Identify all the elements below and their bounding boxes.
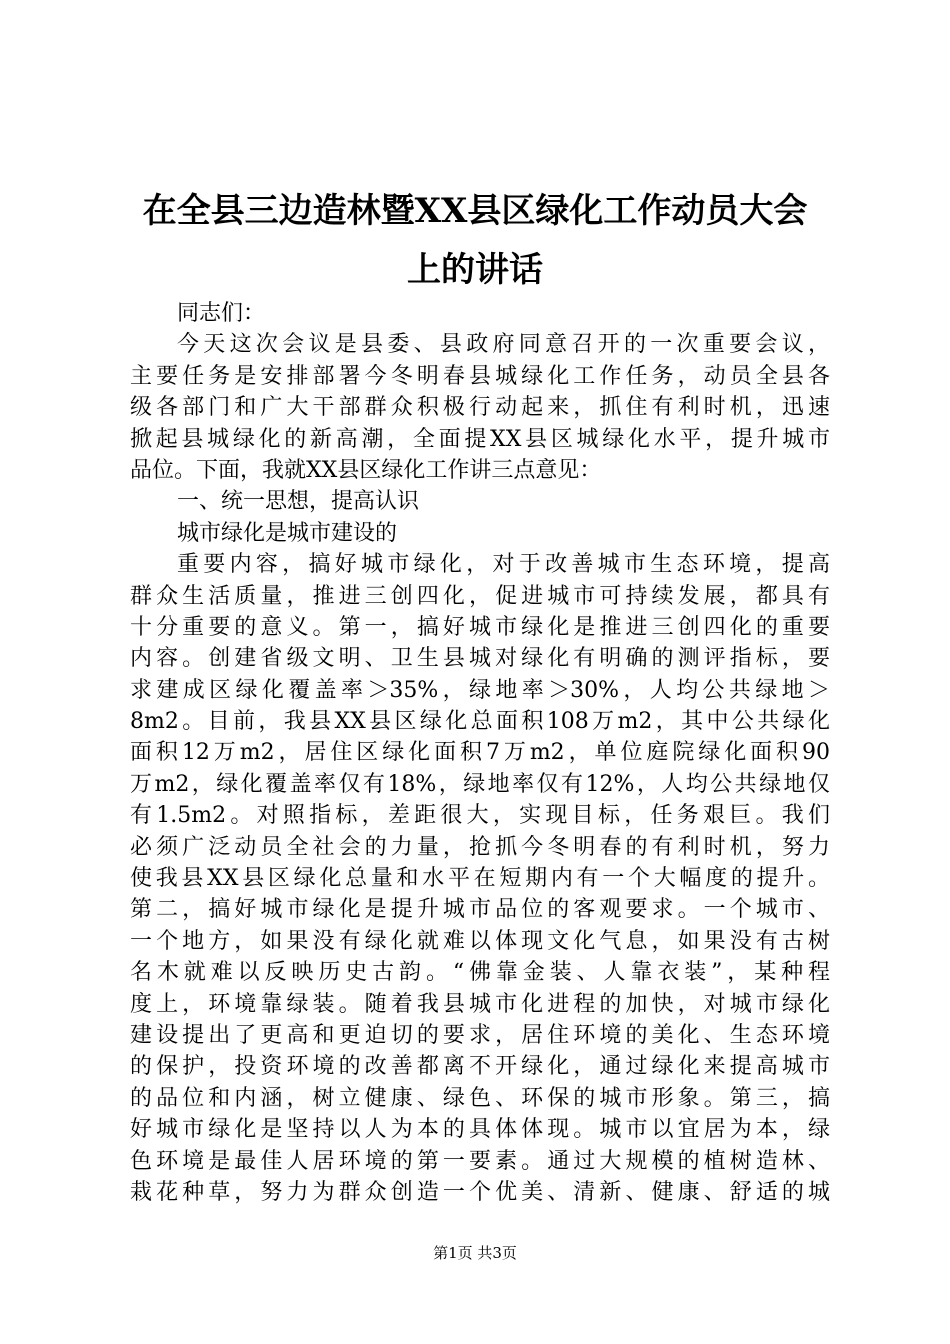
- body-line: 求建成区绿化覆盖率＞35%，绿地率＞30%，人均公共绿地＞: [130, 677, 830, 703]
- body-line: 必须广泛动员全社会的力量，抢抓今冬明春的有利时机，努力: [130, 834, 830, 860]
- body-line: 第二，搞好城市绿化是提升城市品位的客观要求。一个城市、: [130, 897, 830, 923]
- body-line: 好城市绿化是坚持以人为本的具体体现。城市以宜居为本，绿: [130, 1117, 830, 1143]
- body-line: 一个地方，如果没有绿化就难以体现文化气息，如果没有古树: [130, 928, 830, 954]
- salutation: 同志们：: [177, 301, 266, 326]
- body-line: 建设提出了更高和更迫切的要求，居住环境的美化、生态环境: [130, 1022, 830, 1048]
- section-heading: 一、统一思想，提高认识: [177, 489, 420, 515]
- body-line: 色环境是最佳人居环境的第一要素。通过大规模的植树造林、: [130, 1148, 830, 1174]
- page-number-footer: 第1页 共3页: [433, 1244, 517, 1262]
- body-line: 内容。创建省级文明、卫生县城对绿化有明确的测评指标，要: [130, 646, 830, 672]
- document-body: [130, 298, 830, 1208]
- body-line: 十分重要的意义。第一，搞好城市绿化是推进三创四化的重要: [130, 614, 830, 640]
- document-title-line-1: 在全县三边造林暨XX县区绿化工作动员大会: [142, 191, 808, 231]
- document-title-line-2: 上的讲话: [407, 250, 543, 290]
- body-line: 万m2，绿化覆盖率仅有18%，绿地率仅有12%，人均公共绿地仅: [130, 771, 830, 797]
- body-line: 掀起县城绿化的新高潮，全面提XX县区城绿化水平，提升城市: [130, 426, 830, 452]
- body-line: 度上，环境靠绿装。随着我县城市化进程的加快，对城市绿化: [130, 991, 830, 1017]
- body-line: 的品位和内涵，树立健康、绿色、环保的城市形象。第三，搞: [130, 1085, 830, 1111]
- body-line: 面积12万m2，居住区绿化面积7万m2，单位庭院绿化面积90: [130, 740, 830, 766]
- body-line: 栽花种草，努力为群众创造一个优美、清新、健康、舒适的城: [130, 1179, 830, 1205]
- body-line: 品位。下面，我就XX县区绿化工作讲三点意见：: [130, 457, 602, 483]
- body-line: 8m2。目前，我县XX县区绿化总面积108万m2，其中公共绿化: [130, 709, 830, 735]
- body-line: 有1.5m2。对照指标，差距很大，实现目标，任务艰巨。我们: [130, 803, 830, 829]
- body-line: 级各部门和广大干部群众积极行动起来，抓住有利时机，迅速: [130, 395, 830, 421]
- body-line: 主要任务是安排部署今冬明春县城绿化工作任务，动员全县各: [130, 363, 830, 389]
- body-line: 名木就难以反映历史古韵。“佛靠金装、人靠衣装”，某种程: [130, 960, 830, 986]
- body-line: 重要内容，搞好城市绿化，对于改善城市生态环境，提高: [177, 552, 830, 578]
- body-line: 城市绿化是城市建设的: [177, 520, 398, 546]
- body-line: 群众生活质量，推进三创四化，促进城市可持续发展，都具有: [130, 583, 830, 609]
- body-line: 的保护，投资环境的改善都离不开绿化，通过绿化来提高城市: [130, 1054, 830, 1080]
- body-line: 今天这次会议是县委、县政府同意召开的一次重要会议，: [177, 332, 830, 358]
- body-line: 使我县XX县区绿化总量和水平在短期内有一个大幅度的提升。: [130, 866, 830, 892]
